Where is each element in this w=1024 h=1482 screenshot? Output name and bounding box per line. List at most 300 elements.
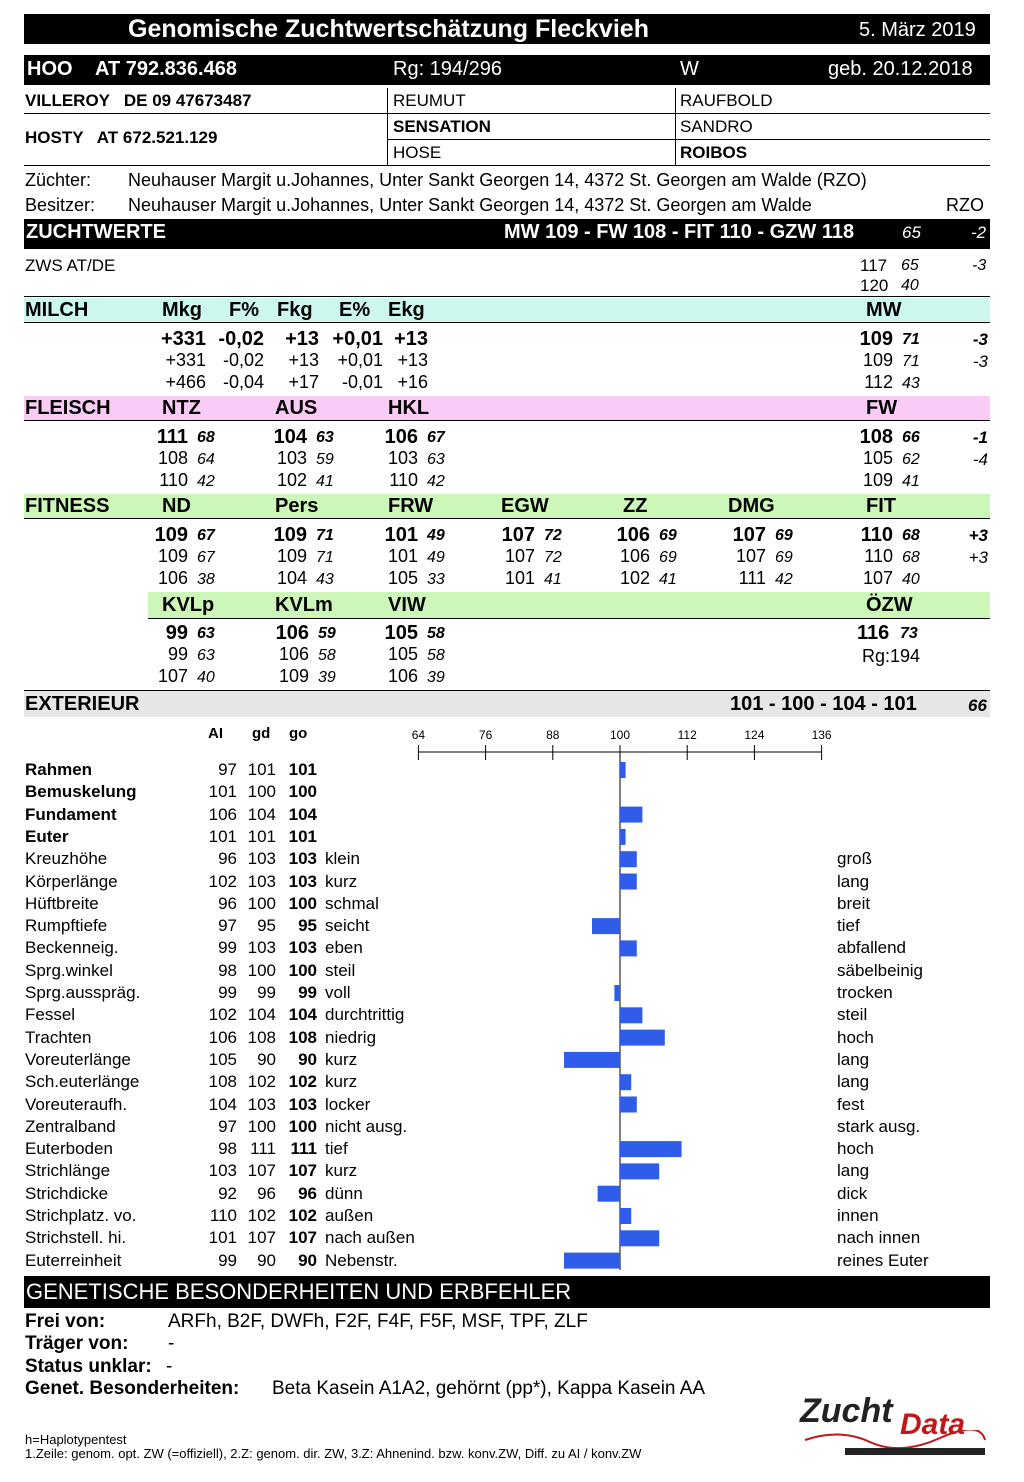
fleisch-value: 110	[389, 470, 418, 490]
trait-go: 103	[288, 871, 317, 891]
exterieur-summary: 101 - 100 - 104 - 101	[730, 693, 917, 715]
fitness-value: 107	[501, 524, 535, 546]
trait-bar	[620, 851, 637, 867]
fitness-accuracy: 43	[316, 571, 334, 588]
mw-diff: -3	[972, 330, 988, 349]
trait-low-label: tief	[325, 1139, 348, 1159]
fitness-index-accuracy: 40	[902, 571, 920, 588]
trait-low-label: steil	[325, 960, 356, 980]
fitness-value: 106	[616, 524, 650, 546]
carrier-label: Träger von:	[25, 1333, 129, 1354]
trait-name: Strichlänge	[25, 1161, 111, 1181]
kalb-accuracy: 39	[427, 669, 445, 686]
fleisch-header-fw: FW	[866, 397, 898, 419]
animal-id: AT 792.836.468	[95, 58, 237, 80]
trait-name: Fundament	[25, 804, 117, 824]
fleisch-value: 110	[159, 470, 188, 490]
trait-low-label: seicht	[325, 916, 370, 936]
trait-go: 99	[298, 983, 317, 1002]
mw-diff: -3	[972, 352, 988, 371]
trait-ai: 96	[218, 849, 237, 869]
trait-bar	[620, 1097, 637, 1113]
trait-bar	[598, 1186, 620, 1202]
trait-gd: 103	[247, 938, 276, 958]
zuchtwerte-accuracy: 65	[902, 223, 921, 242]
kalb-accuracy: 63	[197, 647, 215, 664]
scale-tick-label: 64	[411, 728, 426, 742]
trait-high-label: abfallend	[837, 938, 907, 958]
trait-name: Euter	[25, 826, 69, 846]
trait-go: 107	[288, 1228, 317, 1248]
fitness-accuracy: 33	[427, 571, 445, 588]
trait-ai: 105	[208, 1049, 237, 1069]
kalb-value: 109	[278, 666, 309, 686]
trait-name: Trachten	[25, 1027, 92, 1047]
trait-high-label: breit	[837, 893, 871, 913]
fitness-value: 107	[735, 546, 766, 566]
trait-name: Beckenneig.	[25, 938, 119, 958]
trait-gd: 104	[247, 804, 276, 824]
footer-note-1: h=Haplotypentest	[25, 1432, 127, 1447]
kalb-accuracy: 58	[427, 647, 445, 664]
animal-sex: W	[680, 58, 699, 80]
trait-low-label: voll	[325, 983, 351, 1002]
trait-ai: 101	[208, 782, 237, 802]
mw-accuracy: 71	[902, 353, 920, 370]
trait-ai: 102	[208, 871, 237, 891]
kalb-value: 105	[384, 622, 418, 644]
trait-high-label: nach innen	[837, 1228, 921, 1248]
mw-value: 112	[864, 372, 893, 392]
kalb-header-kvlp: KVLp	[162, 594, 215, 616]
fitness-value: 109	[154, 524, 188, 546]
fitness-value: 109	[273, 524, 307, 546]
trait-gd: 111	[250, 1139, 276, 1159]
milch-value: +13	[394, 328, 428, 350]
trait-name: Sprg.ausspräg.	[25, 983, 141, 1002]
kalb-accuracy: 63	[197, 625, 215, 642]
milch-value: -0,02	[218, 328, 264, 350]
fitness-accuracy: 72	[544, 527, 562, 544]
kalb-accuracy: 40	[197, 669, 215, 686]
scale-tick-label: 76	[478, 728, 493, 742]
trait-high-label: trocken	[837, 983, 893, 1002]
trait-low-label: Nebenstr.	[325, 1250, 398, 1270]
fitness-index-diff: +3	[968, 548, 988, 567]
milch-value: +13	[288, 350, 319, 370]
trait-gd: 107	[247, 1228, 276, 1248]
trait-high-label: hoch	[837, 1139, 874, 1159]
fitness-header-zz: ZZ	[623, 495, 648, 517]
fitness-header-dmg: DMG	[728, 495, 775, 517]
zws-acc-1: 65	[901, 257, 919, 274]
trait-name: Zentralband	[25, 1116, 116, 1136]
fitness-header-frw: FRW	[388, 495, 434, 517]
trait-low-label: dünn	[325, 1183, 363, 1203]
pedigree-reumut: REUMUT	[393, 91, 466, 110]
pedigree-hose: HOSE	[393, 143, 442, 162]
trait-name: Hüftbreite	[25, 893, 99, 913]
scale-tick-label: 88	[546, 728, 560, 742]
trait-gd: 99	[257, 983, 276, 1002]
fleisch-value: 104	[273, 426, 307, 448]
fitness-accuracy: 38	[197, 571, 215, 588]
ozw-accuracy: 73	[900, 625, 918, 642]
trait-gd: 95	[257, 916, 276, 936]
exterieur-accuracy: 66	[968, 696, 987, 715]
fleisch-header-hkl: HKL	[388, 397, 430, 419]
animal-birth: geb. 20.12.2018	[828, 58, 973, 80]
trait-bar	[620, 807, 642, 823]
trait-low-label: niedrig	[325, 1027, 377, 1047]
special-label: Genet. Besonderheiten:	[25, 1378, 240, 1399]
milch-value: +17	[288, 372, 319, 392]
trait-go: 103	[288, 938, 317, 958]
owner-label: Besitzer:	[25, 195, 96, 215]
kalb-header-viw: VIW	[388, 594, 426, 616]
fleisch-accuracy: 64	[197, 451, 215, 468]
fleisch-index-accuracy: 66	[902, 429, 920, 446]
fleisch-index-value: 108	[859, 426, 893, 448]
trait-bar	[564, 1253, 620, 1269]
fleisch-accuracy: 42	[427, 473, 445, 490]
milch-value: +331	[165, 350, 206, 370]
fleisch-index-accuracy: 41	[902, 473, 920, 490]
breeder-label: Züchter:	[25, 170, 92, 190]
trait-go: 102	[288, 1072, 317, 1092]
trait-high-label: groß	[837, 849, 872, 869]
fitness-title: FITNESS	[25, 495, 110, 517]
trait-go: 96	[298, 1183, 317, 1203]
milch-value: +13	[397, 350, 428, 370]
trait-name: Körperlänge	[25, 871, 118, 891]
milch-value: -0,02	[222, 350, 264, 370]
fleisch-value: 102	[276, 470, 307, 490]
kalb-value: 106	[278, 644, 309, 664]
kalb-accuracy: 39	[318, 669, 336, 686]
trait-gd: 103	[247, 871, 276, 891]
fitness-accuracy: 71	[316, 549, 334, 566]
trait-gd: 104	[247, 1005, 276, 1025]
trait-go: 101	[288, 760, 317, 779]
fitness-value: 109	[276, 546, 307, 566]
fitness-header-fit: FIT	[866, 495, 896, 517]
trait-low-label: außen	[325, 1206, 374, 1225]
fleisch-index-accuracy: 62	[902, 451, 920, 468]
milch-header-epct: E%	[339, 299, 371, 321]
trait-name: Kreuzhöhe	[25, 849, 108, 869]
fleisch-index-value: 109	[862, 470, 893, 490]
animal-name: HOO	[27, 58, 73, 80]
trait-go: 95	[298, 916, 317, 936]
trait-gd: 108	[247, 1027, 276, 1047]
unclear-value: -	[166, 1356, 173, 1377]
milch-value: +0,01	[337, 350, 383, 370]
trait-ai: 92	[218, 1183, 237, 1203]
special-value: Beta Kasein A1A2, gehörnt (pp*), Kappa Kasein AA	[272, 1378, 706, 1399]
unclear-label: Status unklar:	[25, 1356, 152, 1377]
trait-name: Strichplatz. vo.	[25, 1206, 137, 1225]
trait-high-label: tief	[837, 916, 860, 936]
zuchtwerte-summary: MW 109 - FW 108 - FIT 110 - GZW 118	[504, 221, 855, 243]
fleisch-value: 103	[387, 448, 418, 468]
fitness-accuracy: 69	[775, 527, 793, 544]
trait-name: Voreuterlänge	[25, 1049, 131, 1069]
scale-tick-label: 136	[811, 728, 832, 742]
fitness-header-pers: Pers	[275, 495, 319, 517]
fitness-index-accuracy: 68	[902, 549, 920, 566]
fitness-accuracy: 49	[427, 549, 445, 566]
trait-name: Voreuteraufh.	[25, 1094, 128, 1114]
fitness-accuracy: 67	[197, 549, 215, 566]
trait-ai: 104	[208, 1094, 237, 1114]
zuchtwerte-title: ZUCHTWERTE	[26, 221, 166, 243]
trait-gd: 90	[257, 1049, 276, 1069]
kalb-value: 99	[165, 622, 188, 644]
trait-go: 100	[288, 782, 317, 802]
trait-high-label: lang	[837, 1072, 870, 1092]
trait-bar	[620, 1208, 631, 1224]
trait-name: Euterreinheit	[25, 1250, 122, 1270]
trait-low-label: locker	[325, 1094, 371, 1114]
trait-gd: 100	[247, 1116, 276, 1136]
fitness-index-value: 110	[864, 546, 893, 566]
trait-low-label: kurz	[325, 1161, 358, 1181]
trait-bar	[620, 1163, 659, 1179]
exterieur-title: EXTERIEUR	[25, 693, 140, 715]
trait-high-label: hoch	[837, 1027, 874, 1047]
ext-col-ai: AI	[208, 725, 223, 742]
fitness-value: 107	[732, 524, 766, 546]
trait-ai: 97	[218, 916, 237, 936]
trait-high-label: fest	[837, 1094, 865, 1114]
trait-go: 100	[288, 1116, 317, 1136]
zws-label: ZWS AT/DE	[25, 256, 116, 275]
trait-go: 111	[290, 1139, 317, 1159]
trait-bar	[620, 1074, 631, 1090]
carrier-value: -	[168, 1333, 175, 1354]
trait-ai: 101	[208, 1228, 237, 1248]
scale-tick-label: 124	[744, 728, 765, 742]
trait-high-label: steil	[837, 1005, 868, 1025]
fitness-value: 101	[387, 546, 418, 566]
fitness-value: 107	[504, 546, 535, 566]
fleisch-accuracy: 42	[197, 473, 215, 490]
fitness-value: 111	[738, 568, 766, 588]
trait-name: Sch.euterlänge	[25, 1072, 140, 1092]
scale-tick-label: 100	[609, 728, 631, 742]
trait-high-label: innen	[837, 1206, 879, 1225]
trait-ai: 97	[218, 760, 237, 779]
kalb-header-ozw: ÖZW	[866, 594, 913, 616]
fitness-index-diff: +3	[968, 526, 988, 545]
trait-ai: 99	[218, 1250, 237, 1270]
trait-high-label: dick	[837, 1183, 868, 1203]
breeder-value: Neuhauser Margit u.Johannes, Unter Sankt Georgen 14, 4372 St. Georgen am Walde (RZO)	[128, 170, 867, 190]
trait-name: Sprg.winkel	[25, 960, 113, 980]
fitness-accuracy: 69	[775, 549, 793, 566]
free-label: Frei von:	[25, 1311, 106, 1332]
milch-value: +13	[285, 328, 319, 350]
zws-value-1: 117	[860, 256, 888, 275]
trait-gd: 103	[247, 1094, 276, 1114]
trait-ai: 103	[208, 1161, 237, 1181]
fitness-accuracy: 71	[316, 527, 334, 544]
fitness-header-nd: ND	[162, 495, 191, 517]
kalb-value: 107	[157, 666, 188, 686]
trait-go: 101	[288, 826, 317, 846]
ozw-rank: Rg:194	[862, 646, 921, 666]
trait-gd: 101	[247, 760, 276, 779]
milch-header-fpct: F%	[229, 299, 259, 321]
trait-low-label: kurz	[325, 1072, 358, 1092]
trait-name: Fessel	[25, 1005, 76, 1025]
trait-bar	[620, 762, 626, 778]
trait-go: 103	[288, 1094, 317, 1114]
trait-ai: 102	[208, 1005, 237, 1025]
kalb-value: 106	[387, 666, 418, 686]
trait-go: 102	[288, 1206, 317, 1225]
fitness-value: 106	[157, 568, 188, 588]
milch-value: -0,04	[222, 372, 264, 392]
trait-bar	[620, 874, 637, 890]
trait-bar	[592, 918, 620, 934]
fitness-accuracy: 67	[197, 527, 215, 544]
kalb-accuracy: 58	[318, 647, 336, 664]
fleisch-header-ntz: NTZ	[162, 397, 201, 419]
trait-gd: 100	[247, 893, 276, 913]
fleisch-accuracy: 67	[427, 429, 445, 446]
trait-low-label: klein	[325, 849, 360, 869]
fitness-accuracy: 42	[775, 571, 793, 588]
milch-value: +0,01	[332, 328, 383, 350]
genetics-title: GENETISCHE BESONDERHEITEN UND ERBFEHLER	[26, 1279, 572, 1304]
trait-gd: 90	[257, 1250, 276, 1270]
fleisch-index-diff: -1	[972, 428, 988, 447]
fitness-accuracy: 72	[544, 549, 562, 566]
fitness-value: 105	[387, 568, 418, 588]
animal-rank: Rg: 194/296	[393, 58, 502, 80]
trait-low-label: eben	[325, 938, 363, 958]
mw-value: 109	[859, 328, 893, 350]
footer-note-2: 1.Zeile: genom. opt. ZW (=offiziell), 2.Z: genom. dir. ZW, 3.Z: Ahnenind. bzw. konv.ZW, Diff. zu AI / konv.ZW	[25, 1446, 642, 1461]
trait-ai: 110	[209, 1206, 237, 1225]
trait-ai: 97	[218, 1116, 237, 1136]
trait-low-label: durchtrittig	[325, 1005, 405, 1025]
pedigree-sensation: SENSATION	[393, 117, 491, 136]
trait-gd: 102	[247, 1206, 276, 1225]
trait-bar	[620, 829, 626, 845]
trait-high-label: reines Euter	[837, 1250, 929, 1270]
zuchtwerte-diff: -2	[971, 223, 987, 242]
trait-ai: 106	[208, 804, 237, 824]
trait-go: 90	[298, 1250, 317, 1270]
trait-go: 107	[288, 1161, 317, 1181]
trait-ai: 98	[218, 960, 237, 980]
trait-bar	[620, 940, 637, 956]
ozw-value: 116	[857, 622, 890, 644]
trait-go: 100	[288, 960, 317, 980]
trait-low-label: nach außen	[325, 1228, 415, 1248]
mw-accuracy: 43	[902, 375, 920, 392]
milch-header-mkg: Mkg	[162, 299, 202, 321]
trait-gd: 107	[247, 1161, 276, 1181]
trait-name: Bemuskelung	[25, 782, 137, 802]
trait-bar	[620, 1007, 642, 1023]
fitness-index-accuracy: 68	[902, 527, 920, 544]
trait-name: Strichstell. hi.	[25, 1228, 127, 1248]
trait-bar	[614, 985, 620, 1001]
fitness-index-value: 107	[862, 568, 893, 588]
trait-ai: 98	[218, 1139, 237, 1159]
trait-gd: 100	[247, 782, 276, 802]
trait-go: 103	[288, 849, 317, 869]
trait-bar	[620, 1030, 665, 1046]
fitness-index-value: 110	[860, 524, 893, 546]
fitness-value: 109	[157, 546, 188, 566]
fitness-value: 102	[619, 568, 650, 588]
kalb-accuracy: 59	[318, 625, 336, 642]
trait-high-label: säbelbeinig	[837, 960, 924, 980]
milch-value: -0,01	[341, 372, 383, 392]
fitness-accuracy: 49	[427, 527, 445, 544]
milch-title: MILCH	[25, 299, 89, 321]
fitness-value: 101	[384, 524, 418, 546]
trait-go: 100	[288, 893, 317, 913]
trait-bar	[564, 1052, 620, 1068]
fleisch-accuracy: 63	[316, 429, 334, 446]
fleisch-value: 111	[156, 426, 188, 448]
trait-ai: 108	[208, 1072, 237, 1092]
trait-low-label: nicht ausg.	[325, 1116, 408, 1136]
zuchtdata-logo: Zucht Data	[800, 1392, 990, 1462]
fleisch-accuracy: 59	[316, 451, 334, 468]
trait-low-label: kurz	[325, 871, 358, 891]
kalb-header-kvlm: KVLm	[275, 594, 333, 616]
fleisch-value: 103	[276, 448, 307, 468]
milch-header-fkg: Fkg	[277, 299, 313, 321]
fleisch-index-value: 105	[862, 448, 893, 468]
owner-value: Neuhauser Margit u.Johannes, Unter Sankt Georgen 14, 4372 St. Georgen am Walde	[128, 195, 812, 215]
fleisch-accuracy: 63	[427, 451, 445, 468]
trait-name: Rumpftiefe	[25, 916, 108, 936]
fleisch-value: 108	[157, 448, 188, 468]
zws-acc-2: 40	[901, 277, 919, 294]
trait-bar	[620, 1230, 659, 1246]
trait-ai: 99	[218, 983, 237, 1002]
trait-go: 108	[288, 1027, 317, 1047]
mw-value: 109	[862, 350, 893, 370]
fleisch-accuracy: 41	[316, 473, 334, 490]
fitness-header-egw: EGW	[501, 495, 549, 517]
free-value: ARFh, B2F, DWFh, F2F, F4F, F5F, MSF, TPF, ZLF	[168, 1311, 588, 1332]
kalb-value: 99	[167, 644, 188, 664]
trait-name: Euterboden	[25, 1139, 113, 1159]
fitness-accuracy: 41	[659, 571, 677, 588]
scale-tick-label: 112	[677, 728, 697, 742]
trait-high-label: lang	[837, 1049, 870, 1069]
pedigree-sandro: SANDRO	[680, 117, 753, 136]
trait-gd: 102	[247, 1072, 276, 1092]
fitness-value: 106	[619, 546, 650, 566]
ext-col-go: go	[289, 725, 308, 742]
maternal-grandsire: HOSTY AT 672.521.129	[25, 128, 218, 147]
fleisch-value: 106	[384, 426, 418, 448]
sire: VILLEROY DE 09 47673487	[25, 91, 252, 110]
pedigree-raufbold: RAUFBOLD	[680, 91, 773, 110]
kalb-accuracy: 58	[427, 625, 445, 642]
trait-ai: 101	[208, 826, 237, 846]
